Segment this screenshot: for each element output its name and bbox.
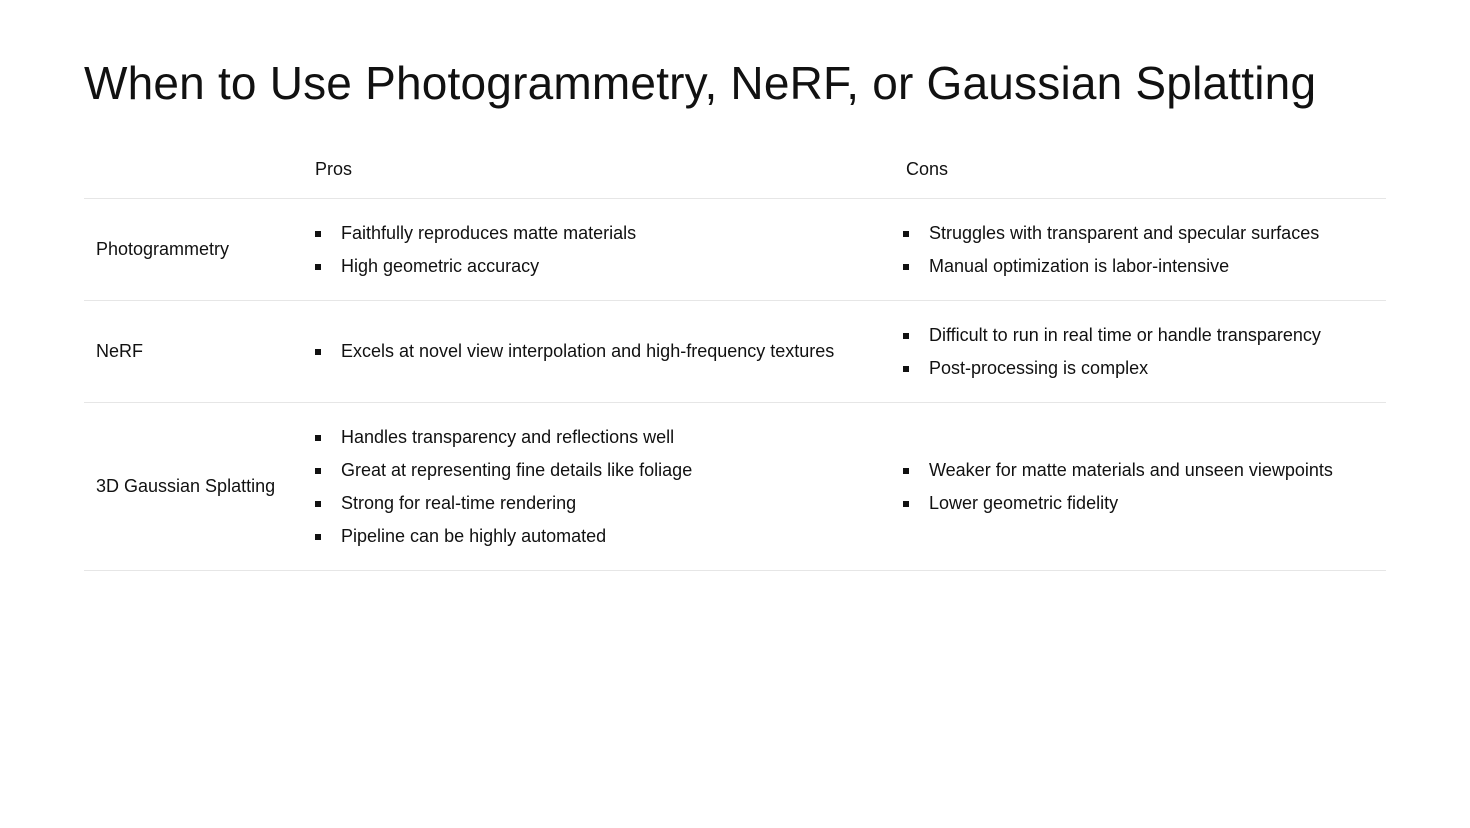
list-item: Weaker for matte materials and unseen viewpoints: [903, 454, 1386, 487]
list-item: Pipeline can be highly automated: [315, 520, 893, 553]
row-name-cell: Photogrammetry: [96, 239, 230, 259]
row-pros-cell: [303, 335, 893, 368]
list-item: Strong for real-time rendering: [315, 487, 893, 520]
list-item: Great at representing fine details like foliage: [315, 454, 893, 487]
list-item: Excels at novel view interpolation and high-frequency textures: [315, 335, 893, 368]
row-name-cell: NeRF: [96, 341, 144, 361]
header-pros-cell: [303, 159, 893, 180]
row-cons-cell: [893, 454, 1386, 520]
table-header-row: [84, 140, 1386, 199]
cons-list: [903, 217, 1386, 283]
table-row: [84, 301, 1386, 403]
row-name-cell: 3D Gaussian Splatting: [96, 476, 276, 496]
list-item: Struggles with transparent and specular surfaces: [903, 217, 1386, 250]
table-row: [84, 403, 1386, 571]
cons-list: [903, 454, 1386, 520]
list-item: Post-processing is complex: [903, 352, 1386, 385]
table-row: [84, 199, 1386, 301]
row-pros-cell: [303, 421, 893, 553]
pros-list: [315, 217, 893, 283]
page-title: When to Use Photogrammetry, NeRF, or Gaussian Splatting: [84, 57, 1317, 109]
row-cons-cell: [893, 319, 1386, 385]
pros-cons-table: [84, 140, 1386, 571]
row-cons-cell: [893, 217, 1386, 283]
cons-list: [903, 319, 1386, 385]
pros-list: [315, 421, 893, 553]
header-pros-label: Pros: [315, 158, 353, 179]
list-item: Lower geometric fidelity: [903, 487, 1386, 520]
list-item: Handles transparency and reflections well: [315, 421, 893, 454]
list-item: Faithfully reproduces matte materials: [315, 217, 893, 250]
header-cons-label: Cons: [906, 158, 949, 179]
list-item: High geometric accuracy: [315, 250, 893, 283]
pros-list: [315, 335, 893, 368]
list-item: Manual optimization is labor-intensive: [903, 250, 1386, 283]
row-pros-cell: [303, 217, 893, 283]
list-item: Difficult to run in real time or handle transparency: [903, 319, 1386, 352]
header-cons-cell: [893, 159, 1386, 180]
